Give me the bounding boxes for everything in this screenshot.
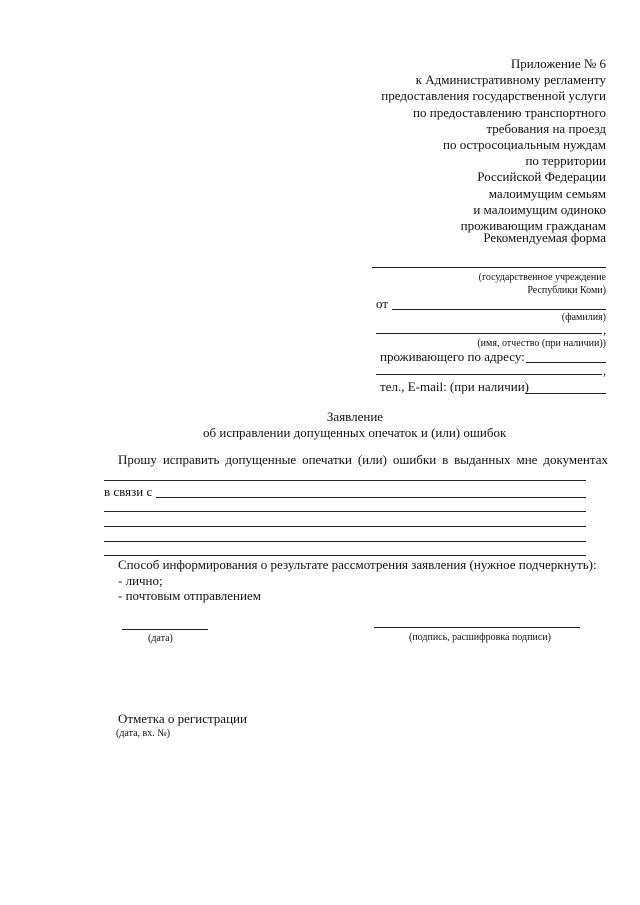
institution-line xyxy=(372,267,606,268)
header-line: по территории xyxy=(525,153,606,169)
signature-hint: (подпись, расшифровка подписи) xyxy=(409,632,551,643)
header-line: по предоставлению транспортного xyxy=(413,104,606,120)
notify-label: Способ информирования о результате рассмотрения заявления (нужное подчеркнуть): xyxy=(118,557,597,572)
from-label: от xyxy=(376,296,389,311)
appendix-header xyxy=(246,56,606,234)
header-line: Приложение № 6 xyxy=(510,56,606,71)
header-line: к Административному регламенту xyxy=(415,72,606,88)
header-line: проживающим гражданам xyxy=(460,218,606,234)
header-line: малоимущим семьям xyxy=(488,185,606,201)
address-line-1 xyxy=(526,362,606,363)
comma: , xyxy=(603,322,607,337)
header-line: Российской Федерации xyxy=(477,169,606,185)
surname-line xyxy=(392,309,606,310)
reason-line-4 xyxy=(104,541,586,542)
reason-line-0 xyxy=(104,480,586,481)
date-hint: (дата) xyxy=(148,633,173,644)
institution-hint: (государственное учреждение xyxy=(478,272,606,283)
registration-hint: (дата, вх. №) xyxy=(116,728,171,739)
institution-hint-2: Республики Коми) xyxy=(527,285,606,296)
comma-2: , xyxy=(603,363,607,378)
date-line xyxy=(122,629,208,630)
address-line-2 xyxy=(376,374,602,375)
name-line xyxy=(376,333,602,334)
reason-line-3 xyxy=(104,526,586,527)
reason-line-5 xyxy=(104,555,586,556)
header-line: и малоимущим одиноко xyxy=(473,201,606,217)
doc-title: Заявление xyxy=(326,409,384,424)
notify-option-mail: - почтовым отправлением xyxy=(118,588,261,603)
notify-option-personal: - лично; xyxy=(118,573,163,588)
reason-line-1 xyxy=(156,497,586,498)
header-line: предоставления государственной услуги xyxy=(381,88,606,104)
request-text: Прошу исправить допущенные опечатки (или) ошибки в выданных мне документах xyxy=(118,452,608,467)
reason-label: в связи с xyxy=(104,484,153,499)
header-line: требования на проезд xyxy=(486,120,606,136)
registration-label: Отметка о регистрации xyxy=(118,711,247,726)
name-hint: (имя, отчество (при наличии)) xyxy=(477,338,606,349)
phone-line xyxy=(525,393,606,394)
phone-label: тел., E-mail: (при наличии) xyxy=(380,379,529,394)
surname-hint: (фамилия) xyxy=(561,312,606,323)
signature-line xyxy=(374,627,580,628)
header-line: по остросоциальным нуждам xyxy=(443,137,606,153)
form-type-label: Рекомендуемая форма xyxy=(483,230,606,245)
reason-line-2 xyxy=(104,511,586,512)
doc-subtitle: об исправлении допущенных опечаток и (или) ошибок xyxy=(203,425,507,440)
address-label: проживающего по адресу: xyxy=(380,349,525,364)
